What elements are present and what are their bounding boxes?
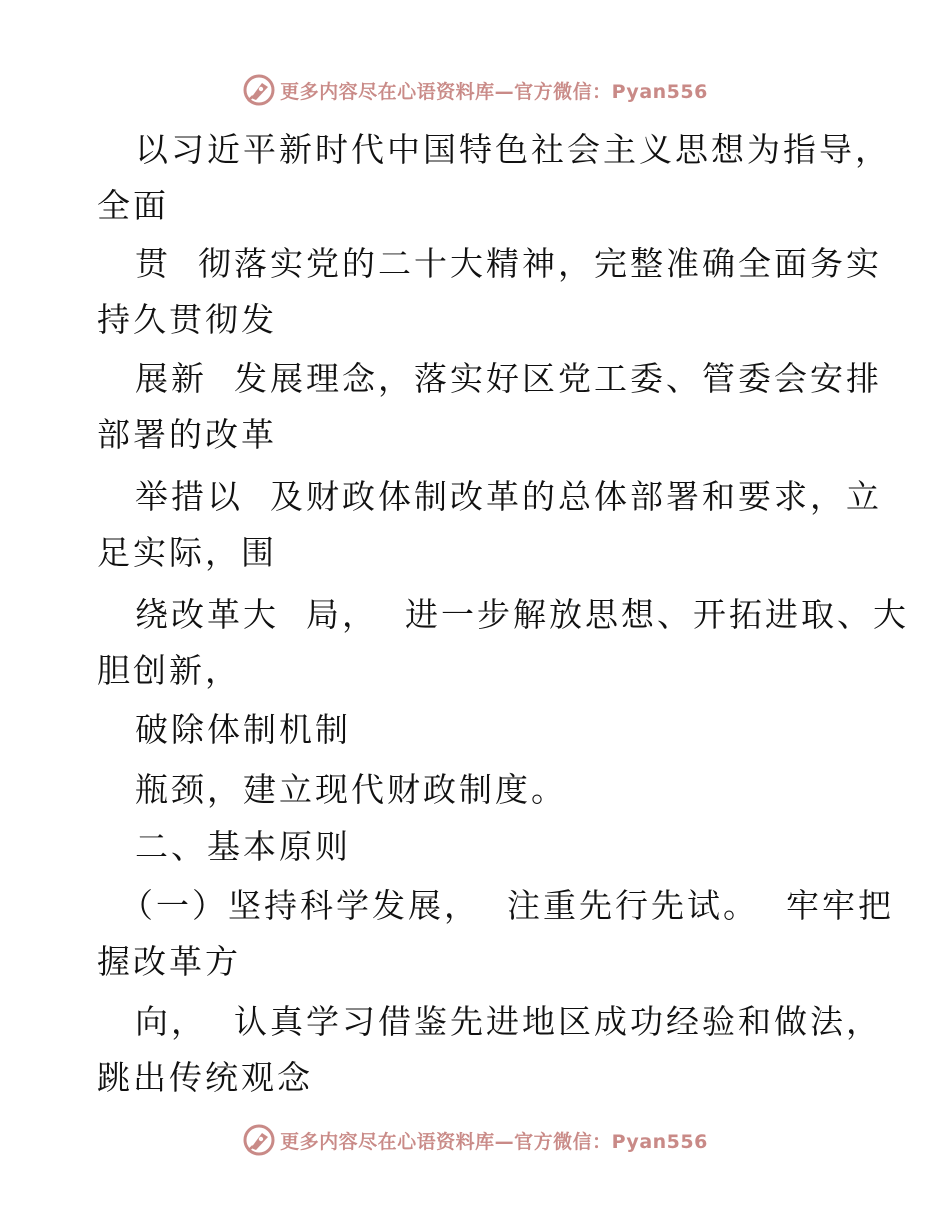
text-line: 向， 认真学习借鉴先进地区成功经验和做法， xyxy=(135,1002,882,1041)
section-heading: 二、基本原则 xyxy=(135,827,351,866)
text-line: 举措以 及财政体制改革的总体部署和要求，立 xyxy=(135,477,882,516)
watermark-text: 更多内容尽在心语资料库—官方微信：Pyan556 xyxy=(280,1130,708,1153)
text-line: （一）坚持科学发展， 注重先行先试。 牢牢把 xyxy=(120,886,894,925)
text-line: 跳出传统观念 xyxy=(97,1058,313,1097)
text-line: 足实际，围 xyxy=(97,533,277,572)
text-line: 破除体制机制 xyxy=(135,710,351,749)
watermark-footer xyxy=(0,1120,950,1160)
text-line: 握改革方 xyxy=(97,942,241,981)
text-line: 以习近平新时代中国特色社会主义思想为指导， xyxy=(135,130,891,169)
text-line: 绕改革大 局， 进一步解放思想、开拓进取、大 xyxy=(135,595,909,634)
text-line: 全面 xyxy=(97,186,169,225)
watermark-text: 更多内容尽在心语资料库—官方微信：Pyan556 xyxy=(280,80,708,103)
text-line: 贯 彻落实党的二十大精神，完整准确全面务实 xyxy=(135,244,882,283)
text-line: 胆创新， xyxy=(97,651,241,690)
text-line: 展新 发展理念，落实好区党工委、管委会安排 xyxy=(135,359,882,398)
text-line: 持久贯彻发 xyxy=(97,300,277,339)
pen-nib-icon xyxy=(242,1123,276,1157)
text-line: 部署的改革 xyxy=(97,415,277,454)
text-line: 瓶颈，建立现代财政制度。 xyxy=(135,770,567,809)
